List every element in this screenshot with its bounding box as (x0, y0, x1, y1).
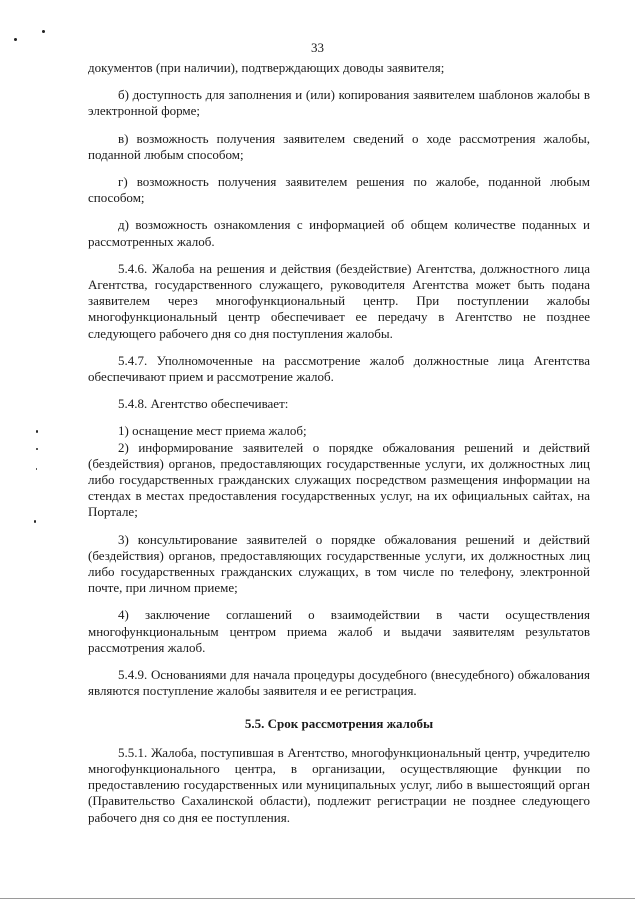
paragraph-5-5-1: 5.5.1. Жалоба, поступившая в Агентство, многофункциональный центр, учредителю многофункционального центра, в организации, осуществляющие функции по предоставлению государственных или муниципальных услуг, либо в вышестоящий орган (Правительство Сахалинской области), подлежит регистрации не позднее следующего рабочего дня со дня ее поступления. (88, 744, 590, 825)
scan-speck (36, 448, 38, 450)
document-body (88, 60, 590, 837)
paragraph-item-v: в) возможность получения заявителем сведений о ходе рассмотрения жалобы, поданной любым способом; (88, 130, 590, 162)
paragraph-item-g: г) возможность получения заявителем решения по жалобе, поданной любым способом; (88, 174, 590, 206)
page-number: 33 (311, 40, 324, 55)
scan-bottom-edge (0, 898, 635, 899)
paragraph-list-1: 1) оснащение мест приема жалоб; (118, 423, 307, 439)
paragraph-item-b: б) доступность для заполнения и (или) копирования заявителем шаблонов жалобы в электронной форме; (88, 87, 590, 119)
paragraph-5-4-9: 5.4.9. Основаниями для начала процедуры досудебного (внесудебного) обжалования являются поступление жалобы заявителя и ее регистрация. (88, 667, 590, 699)
scan-speck (36, 430, 38, 433)
paragraph-item-d: д) возможность ознакомления с информацией об общем количестве поданных и рассмотренных жалоб. (88, 217, 590, 249)
scan-speck (42, 30, 45, 33)
paragraph-5-4-7: 5.4.7. Уполномоченные на рассмотрение жалоб должностные лица Агентства обеспечивают прием и рассмотрение жалоб. (88, 352, 590, 385)
paragraph-continuation: документов (при наличии), подтверждающих доводы заявителя; (88, 60, 445, 75)
paragraph-list-4: 4) заключение соглашений о взаимодействии в части осуществления многофункциональным центром приема жалоб и выдачи заявителям результатов рассмотрения жалоб. (88, 607, 590, 655)
scan-speck (36, 468, 37, 470)
paragraph-5-4-8: 5.4.8. Агентство обеспечивает: (118, 396, 289, 412)
paragraph-5-4-6: 5.4.6. Жалоба на решения и действия (бездействие) Агентства, должностного лица Агентства, государственного служащего, руководителя Агентства может быть подана заявителем через многофункциональный центр. При поступлении жалобы многофункциональный центр обеспечивает ее передачу в Агентство не позднее следующего рабочего дня со дня поступления жалобы. (88, 260, 590, 341)
paragraph-list-3: 3) консультирование заявителей о порядке обжалования решений и действий (бездействия) органов, предоставляющих государственные услуги, их должностных лиц либо государственных гражданских служащих, в том числе по телефону, электронной почте, при личном приеме; (88, 531, 590, 596)
scan-speck (34, 520, 36, 523)
section-heading: 5.5. Срок рассмотрения жалобы (244, 715, 434, 731)
paragraph-list-2: 2) информирование заявителей о порядке обжалования решений и действий (бездействия) органов, предоставляющих государственные услуги, их должностных лиц либо государственных гражданских служащих посредством размещения информации на стендах в местах предоставления государственных услуг, на их официальных сайтах, на Портале; (88, 439, 590, 520)
